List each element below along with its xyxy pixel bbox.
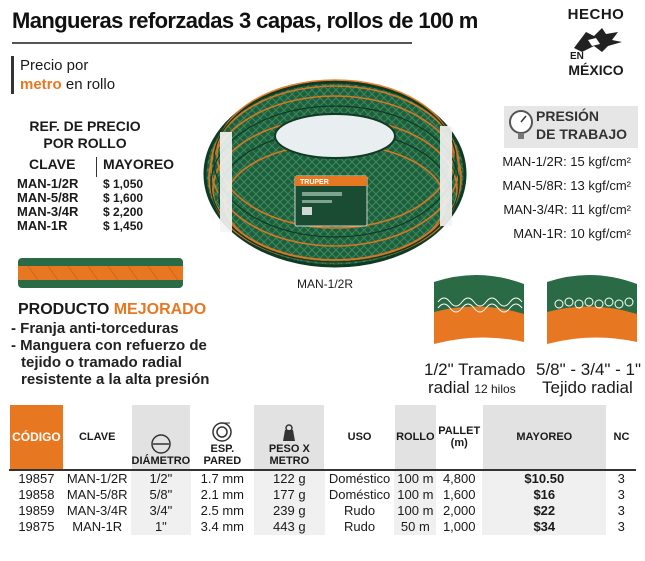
feature-item: - Franja anti-torceduras [11, 320, 179, 337]
ref-price-heading [25, 118, 145, 152]
ref-price: $ 1,600 [103, 191, 144, 205]
knit-weave-detail-image [547, 272, 637, 352]
cell-price: $16 [482, 487, 606, 503]
cell-nc: 3 [617, 519, 625, 534]
pressure-row: MAN-5/8R: 13 kgf/cm² [502, 178, 631, 193]
cell-roll: 100 m [394, 487, 436, 503]
th-weight [254, 405, 325, 470]
tejido-caption-sub: Tejido radial [542, 378, 633, 397]
tejido-caption [536, 361, 641, 397]
hose-brand: TRUPER [300, 179, 329, 186]
ref-key: MAN-3/4R [17, 204, 79, 219]
eagle-icon [572, 26, 624, 54]
th-weight-label: PESO X METRO [268, 443, 310, 467]
ref-heading-line1: REF. DE PRECIO [29, 118, 141, 134]
tejido-caption-main: 5/8" - 3/4" - 1" [536, 360, 642, 379]
cell-diameter: 5/8" [131, 487, 191, 503]
cell-key: MAN-5/8R [66, 487, 128, 502]
pressure-heading-line2: DE TRABAJO [536, 126, 628, 142]
th-wall-label: ESP. PARED [203, 443, 242, 467]
cell-code: 19857 [18, 471, 55, 486]
feature-item: resistente a la alta presión [21, 371, 210, 388]
th-wall [191, 405, 254, 470]
table-header-row [10, 405, 637, 470]
cell-use: Rudo [344, 503, 376, 518]
th-code: CÓDIGO [10, 405, 64, 470]
hose-image-caption: MAN-1/2R [297, 277, 354, 291]
cell-roll: 100 m [394, 470, 436, 487]
th-diameter [131, 405, 191, 470]
ref-key: MAN-1R [17, 218, 68, 233]
cell-roll: 50 m [394, 519, 436, 535]
feature-list [11, 320, 209, 388]
th-key: CLAVE [63, 405, 131, 470]
cell-weight: 122 g [254, 470, 325, 487]
improved-accent: MEJORADO [113, 301, 207, 318]
tramado-caption-main: 1/2" Tramado [424, 360, 526, 379]
table-row [10, 519, 637, 535]
wall-thickness-icon [211, 421, 233, 443]
pressure-row: MAN-1/2R: 15 kgf/cm² [502, 154, 631, 169]
hose-coil-image [200, 66, 470, 271]
tramado-caption-small: 12 hilos [474, 382, 516, 396]
badge-line3: MÉXICO [568, 62, 624, 78]
weight-icon [279, 423, 299, 443]
cell-diameter: 1/2" [131, 470, 191, 487]
ref-col-key: CLAVE [17, 157, 97, 177]
cell-use: Doméstico [328, 487, 391, 502]
title-divider [12, 42, 412, 44]
th-use: USO [325, 405, 395, 470]
made-in-mexico-badge [556, 6, 636, 86]
cell-key: MAN-1R [72, 519, 123, 534]
cell-wall: 2.5 mm [200, 503, 244, 518]
cell-nc: 3 [617, 487, 625, 502]
table-row [10, 487, 637, 503]
price-note-line1: Precio por [20, 57, 89, 74]
improved-prefix: PRODUCTO [18, 301, 114, 318]
price-note-accent: metro [20, 76, 62, 93]
ref-table-header [17, 156, 175, 177]
cell-diameter: 1" [131, 519, 191, 535]
ref-row [17, 219, 167, 233]
hose-swatch-image [18, 258, 183, 288]
cell-diameter: 3/4" [131, 503, 191, 519]
ref-col-price: MAYOREO [103, 156, 175, 172]
pressure-row: MAN-1R: 10 kgf/cm² [513, 226, 631, 241]
cell-pallet: 2,000 [442, 503, 476, 518]
cell-price: $10.50 [482, 470, 606, 487]
ref-heading-line2: POR ROLLO [43, 135, 127, 151]
pressure-heading [504, 107, 627, 143]
ref-row [17, 177, 167, 191]
ref-price: $ 1,450 [103, 219, 144, 233]
improved-heading [18, 301, 206, 319]
cell-pallet: 4,800 [442, 471, 476, 486]
ref-price: $ 1,050 [103, 177, 144, 191]
price-note-rest: en rollo [61, 76, 116, 93]
cell-use: Rudo [344, 519, 376, 534]
pressure-list [502, 150, 631, 246]
cell-use: Doméstico [328, 471, 391, 486]
tramado-caption-sub: radial [428, 378, 470, 397]
cell-nc: 3 [617, 503, 625, 518]
page-title: Mangueras reforzadas 3 capas, rollos de 100 m [12, 8, 478, 33]
cell-price: $22 [482, 503, 606, 519]
feature-item: tejido o tramado radial [21, 354, 182, 371]
badge-line2: EN [570, 51, 584, 62]
price-note [11, 56, 115, 94]
ref-price-table [17, 156, 175, 233]
cell-code: 19858 [18, 487, 55, 502]
th-price: MAYOREO [482, 405, 606, 470]
cell-code: 19859 [18, 503, 55, 518]
ref-key: MAN-1/2R [17, 176, 79, 191]
feature-item: - Manguera con refuerzo de [11, 337, 207, 354]
cell-key: MAN-3/4R [66, 503, 128, 518]
diameter-icon [150, 433, 172, 455]
cell-wall: 2.1 mm [200, 487, 244, 502]
cell-code: 19875 [18, 519, 55, 534]
radial-weave-detail-image [434, 272, 524, 352]
th-roll: ROLLO [394, 405, 436, 470]
th-nc: NC [606, 405, 636, 470]
ref-row [17, 205, 167, 219]
cell-weight: 443 g [254, 519, 325, 535]
ref-price: $ 2,200 [103, 205, 144, 219]
spec-table [9, 405, 636, 535]
cell-key: MAN-1/2R [66, 471, 128, 486]
cell-wall: 1.7 mm [200, 471, 244, 486]
pressure-row: MAN-3/4R: 11 kgf/cm² [503, 202, 631, 217]
table-row [10, 470, 637, 487]
ref-key: MAN-5/8R [17, 190, 79, 205]
cell-pallet: 1,000 [442, 519, 476, 534]
cell-nc: 3 [617, 471, 625, 486]
cell-weight: 177 g [254, 487, 325, 503]
th-diameter-label: DIÁMETRO [131, 455, 191, 467]
th-pallet: PALLET (m) [436, 405, 482, 470]
tramado-caption [424, 361, 525, 398]
cell-price: $34 [482, 519, 606, 535]
badge-line1: HECHO [567, 6, 625, 23]
cell-weight: 239 g [254, 503, 325, 519]
ref-row [17, 191, 167, 205]
pressure-heading-line1: PRESIÓN [536, 108, 600, 124]
cell-roll: 100 m [394, 503, 436, 519]
cell-pallet: 1,600 [442, 487, 476, 502]
cell-wall: 3.4 mm [200, 519, 244, 534]
table-row [10, 503, 637, 519]
